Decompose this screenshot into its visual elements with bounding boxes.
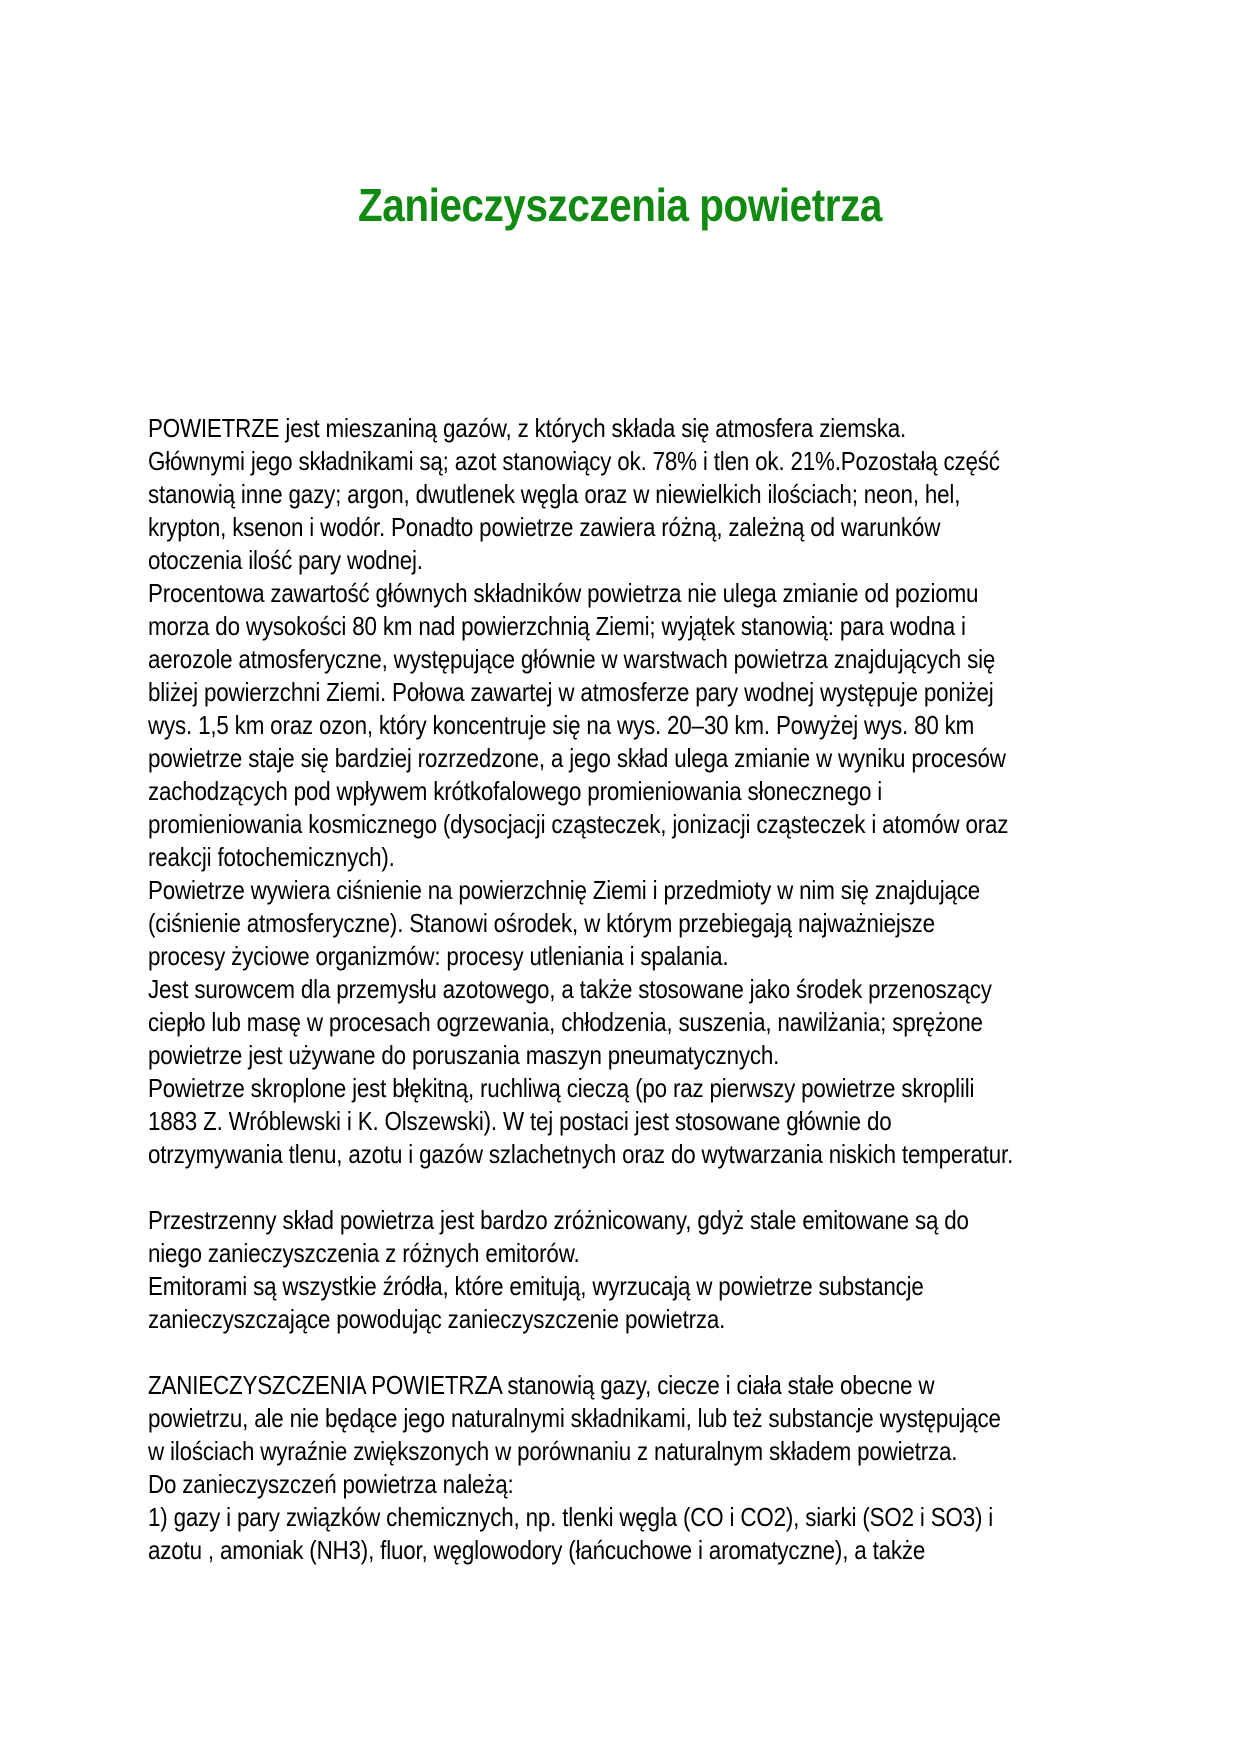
text-line: Do zanieczyszczeń powietrza należą: [148, 1469, 514, 1499]
text-line: Powietrze skroplone jest błękitną, ruchliwą cieczą (po raz pierwszy powietrze skroplili [148, 1073, 975, 1103]
text-line: Jest surowcem dla przemysłu azotowego, a także stosowane jako środek przenoszący [148, 974, 992, 1004]
text-line: powietrze jest używane do poruszania maszyn pneumatycznych. [148, 1040, 780, 1070]
text-line: powietrze staje się bardziej rozrzedzone, a jego skład ulega zmianie w wyniku procesów [148, 743, 1006, 773]
text-line: zachodzących pod wpływem krótkofalowego promieniowania słonecznego i [148, 776, 883, 806]
text-line: ciepło lub masę w procesach ogrzewania, chłodzenia, suszenia, nawilżania; sprężone [148, 1007, 983, 1037]
text-line: w ilościach wyraźnie zwiększonych w porównaniu z naturalnym składem powietrza. [148, 1436, 958, 1466]
paragraph-gap [148, 1171, 1108, 1204]
text-line: POWIETRZE jest mieszaniną gazów, z których składa się atmosfera ziemska. [148, 413, 907, 443]
document-body [148, 412, 1108, 1567]
text-line: niego zanieczyszczenia z różnych emitorów. [148, 1238, 580, 1268]
text-line: powietrzu, ale nie będące jego naturalnymi składnikami, lub też substancje występujące [148, 1403, 1001, 1433]
text-line: Procentowa zawartość głównych składników powietrza nie ulega zmianie od poziomu [148, 578, 979, 608]
text-line: (ciśnienie atmosferyczne). Stanowi ośrodek, w którym przebiegają najważniejsze [148, 908, 935, 938]
text-line: bliżej powierzchni Ziemi. Połowa zawartej w atmosferze pary wodnej występuje poniżej [148, 677, 994, 707]
text-line: reakcji fotochemicznych). [148, 842, 395, 872]
text-line: azotu , amoniak (NH3), fluor, węglowodory (łańcuchowe i aromatyczne), a także [148, 1535, 926, 1565]
text-line: Głównymi jego składnikami są; azot stanowiący ok. 78% i tlen ok. 21%.Pozostałą część [148, 446, 1000, 476]
text-line: 1) gazy i pary związków chemicznych, np. tlenki węgla (CO i CO2), siarki (SO2 i SO3) i [148, 1502, 994, 1532]
text-line: otoczenia ilość pary wodnej. [148, 545, 423, 575]
text-line: zanieczyszczające powodując zanieczyszczenie powietrza. [148, 1304, 726, 1334]
text-line: otrzymywania tlenu, azotu i gazów szlachetnych oraz do wytwarzania niskich temperatur. [148, 1139, 1014, 1169]
text-line: aerozole atmosferyczne, występujące głównie w warstwach powietrza znajdujących się [148, 644, 996, 674]
text-line: Powietrze wywiera ciśnienie na powierzchnię Ziemi i przedmioty w nim się znajdujące [148, 875, 981, 905]
text-line: stanowią inne gazy; argon, dwutlenek węgla oraz w niewielkich ilościach; neon, hel, [148, 479, 961, 509]
text-line: morza do wysokości 80 km nad powierzchnią Ziemi; wyjątek stanowią: para wodna i [148, 611, 966, 641]
text-line: procesy życiowe organizmów: procesy utleniania i spalania. [148, 941, 729, 971]
text-line: Przestrzenny skład powietrza jest bardzo zróżnicowany, gdyż stale emitowane są do [148, 1205, 969, 1235]
text-line: wys. 1,5 km oraz ozon, który koncentruje się na wys. 20–30 km. Powyżej wys. 80 km [148, 710, 975, 740]
paragraph-gap [148, 1336, 1108, 1369]
text-line: ZANIECZYSZCZENIA POWIETRZA stanowią gazy, ciecze i ciała stałe obecne w [148, 1370, 935, 1400]
text-line: Emitorami są wszystkie źródła, które emitują, wyrzucają w powietrze substancje [148, 1271, 924, 1301]
document-title: Zanieczyszczenia powietrza [357, 179, 882, 231]
text-line: 1883 Z. Wróblewski i K. Olszewski). W tej postaci jest stosowane głównie do [148, 1106, 892, 1136]
text-line: krypton, ksenon i wodór. Ponadto powietrze zawiera różną, zależną od warunków [148, 512, 941, 542]
text-line: promieniowania kosmicznego (dysocjacji cząsteczek, jonizacji cząsteczek i atomów oraz [148, 809, 1009, 839]
